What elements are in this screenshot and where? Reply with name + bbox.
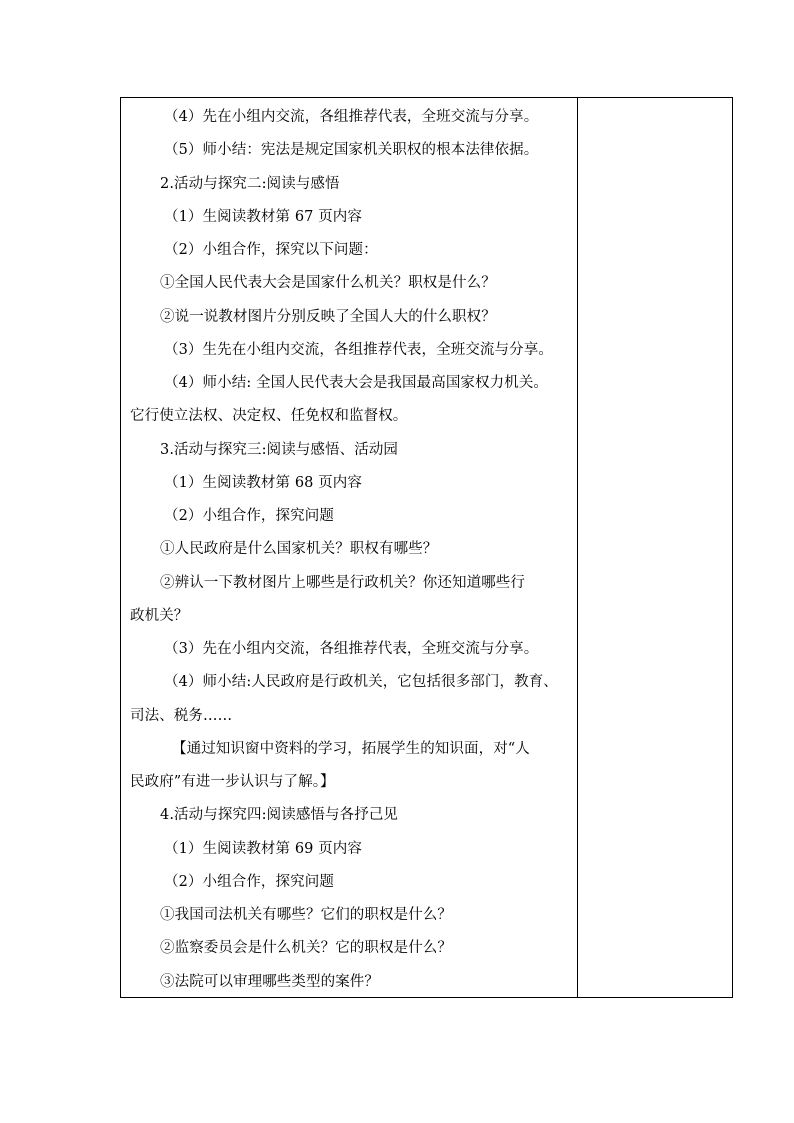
text-line: ①人民政府是什么国家机关？职权有哪些？ xyxy=(160,541,438,558)
text-line: （1）生阅读教材第 69 页内容 xyxy=(164,840,362,857)
text-line: ①我国司法机关有哪些？它们的职权是什么？ xyxy=(160,907,452,923)
text-line: 民政府”有进一步认识与了解。】 xyxy=(130,774,335,790)
text-line: ①全国人民代表大会是国家什么机关？职权是什么？ xyxy=(160,275,496,292)
lesson-plan-table xyxy=(120,97,733,998)
text-line: 【通过知识窗中资料的学习，拓展学生的知识面，对“人 xyxy=(172,740,530,757)
text-line: （1）生阅读教材第 67 页内容 xyxy=(164,208,362,225)
text-line: （2）小组合作，探究问题 xyxy=(164,873,334,890)
text-line: （2）小组合作，探究以下问题： xyxy=(164,242,378,258)
text-line: 司法、税务…… xyxy=(130,707,233,724)
text-line: ②监察委员会是什么机关？它的职权是什么？ xyxy=(160,940,452,957)
text-line: （3）先在小组内交流，各组推荐代表，全班交流与分享。 xyxy=(164,641,539,657)
text-line: ②辨认一下教材图片上哪些是行政机关？你还知道哪些行 xyxy=(160,574,525,591)
text-line: 政机关？ xyxy=(130,607,189,624)
text-line: 3.活动与探究三:阅读与感悟、活动园 xyxy=(160,441,399,458)
text-line: 2.活动与探究二:阅读与感悟 xyxy=(160,175,340,192)
text-line: （1）生阅读教材第 68 页内容 xyxy=(164,474,362,491)
text-line: 4.活动与探究四:阅读感悟与各抒己见 xyxy=(160,807,399,824)
text-line: （4）先在小组内交流，各组推荐代表，全班交流与分享。 xyxy=(164,109,539,125)
text-line: （2）小组合作，探究问题 xyxy=(164,508,334,524)
text-line: （4）师小结: 全国人民代表大会是我国最高国家权力机关。 xyxy=(164,375,549,391)
teaching-process-cell xyxy=(130,101,570,999)
text-line: 它行使立法权、决定权、任免权和监督权。 xyxy=(130,408,408,425)
column-divider xyxy=(577,98,578,997)
text-line: （5）师小结：宪法是规定国家机关职权的根本法律依据。 xyxy=(164,142,539,159)
text-line: （4）师小结:人民政府是行政机关，它包括很多部门，教育、 xyxy=(164,674,558,691)
text-line: （3）生先在小组内交流，各组推荐代表，全班交流与分享。 xyxy=(164,341,553,358)
text-line: ②说一说教材图片分别反映了全国人大的什么职权？ xyxy=(160,308,496,325)
text-line: ③法院可以审理哪些类型的案件？ xyxy=(160,973,379,990)
